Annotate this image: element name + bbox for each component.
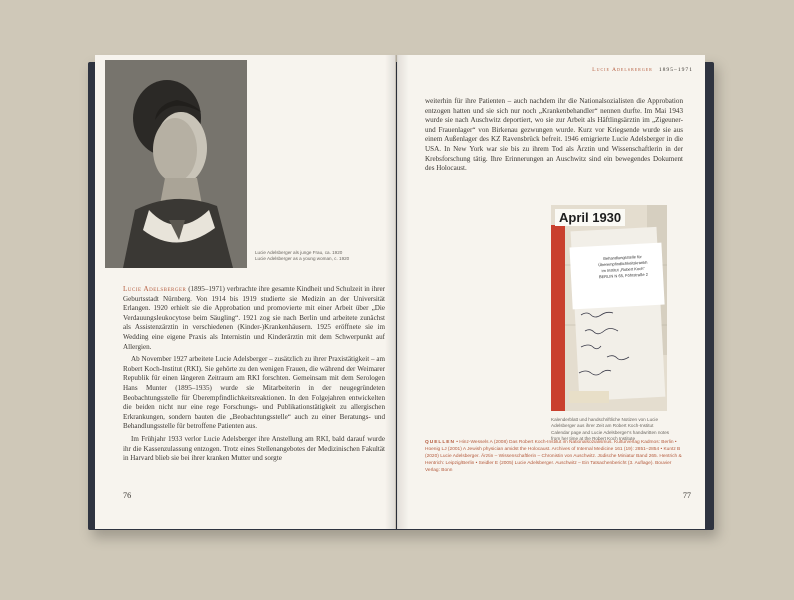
person-name: Lucie Adelsberger bbox=[123, 285, 187, 293]
document-caption-en: Calendar page and Lucie Adelsberger’s handwritten notes from her time at the Robert Koch Institute bbox=[551, 429, 670, 442]
paragraph-1-text: (1895–1971) verbrachte ihre gesamte Kindheit und Schulzeit in ihrer Geburtsstadt Nürnberg. Von 1914 bis 1919 studierte sie Medizin an der Universität Erlangen. 1920 erhielt sie die Approbation und promovierte mit einer Arbeit über „Die Verdauungsleukocytose beim Säugling“. 1921 zog sie nach Berlin und arbeitete zunächst als Assistenzärztin in verschiedenen (Kinder-)Krankenhäusern. 1925 eröffnete sie im Wedding eine eigene Praxis als Internistin und Kinderärztin mit dem Schwerpunkt auf Allergien. bbox=[123, 285, 385, 351]
card-line-2: Überempfindlichkeitskrankh bbox=[598, 259, 648, 268]
photo-caption-de: Lucie Adelsberger als junge Frau, ca. 1920 bbox=[255, 250, 343, 255]
running-header bbox=[592, 67, 693, 73]
portrait-photo bbox=[105, 60, 247, 268]
right-page-number: 77 bbox=[682, 491, 691, 500]
left-page bbox=[95, 55, 396, 529]
right-body-text: weiterhin für ihre Patienten – auch nachdem ihr die Nationalsozialisten die Approbation entzogen hatten und sie sich nur noch „Krankenbehandler“ nennen durfte. Im Mai 1943 wurde sie nach Auschwitz deportiert, wo sie zur Arbeit als Häftlingsärztin im „Zigeuner- und Frauenlager“ von Birkenau gezwungen wurde. Kurz vor Kriegsende wurde sie aus einem Außenlager des KZ Ravensbrück befreit. 1946 emigrierte Lucie Adelsberger in die USA. In New York war sie bis zu ihrem Tod als Ärztin und Wissenschaftlerin in der Krebsforschung tätig. Ihre Erinnerungen an Auschwitz sind ein bewegendes Dokument des Holocaust. bbox=[425, 97, 683, 173]
photo-caption bbox=[255, 250, 349, 263]
card-line-3: im Institut „Robert Koch“ bbox=[601, 265, 645, 274]
sources-text: • Hinz-Wessels A (2008) Das Robert Koch-Institut im Nationalsozialismus. Kulturverlag Kadmos: Berlin • Hoenig LJ (2001) A Jewish physician amidst the Holocaust. Archives of Internal Medicine 161 (19): 2851–2854 • Kuntz B (2020) Lucie Adelsberger. Ärztin – Wissenschaftlerin – Chronistin von Auschwitz. Jüdische Miniatur Band 265. Hentrich & Hentrich: Leipzig/Berlin • Seidler E (2005) Lucie Adelsberger. Auschwitz – Ein Tatsachenbericht (3. Auflage). Bouvier Verlag: Bonn bbox=[425, 440, 682, 473]
sources-block bbox=[425, 439, 687, 474]
right-page bbox=[397, 55, 705, 529]
paragraph-1 bbox=[123, 285, 385, 352]
header-name: Lucie Adelsberger bbox=[592, 67, 653, 73]
card-line-1: Behandlungsstelle für bbox=[603, 254, 642, 262]
paragraph-2: Ab November 1927 arbeitete Lucie Adelsberger – zusätzlich zu ihrer Praxistätigkeit – am Robert Koch-Institut (RKI). Sie gehörte zu den wenigen Frauen, die während der Weimarer Republik für einen längeren Zeitraum am RKI forschten. Gemeinsam mit dem Serologen Hans Munter (1895–1935) wurde sie Mitarbeiterin in der neugegründeten Beobachtungsstelle für Überempfindlichkeitsreaktionen. In den Folgejahren entwickelten die beiden nicht nur eine rege Forschungs- und Publikationstätigkeit zu allergischen Erkrankungen, sondern bauten die „Beobachtungsstelle“ auch zu einer Beratungs- und Behandlungsstelle für betroffene Patienten aus. bbox=[123, 355, 385, 431]
left-body-text bbox=[123, 285, 385, 467]
paragraph-3: Im Frühjahr 1933 verlor Lucie Adelsberger ihre Anstellung am RKI, bald darauf wurde ihr die Kassenzulassung entzogen. Trotz eines Stellenangebotes der Medizinischen Fakultät in Harvard blieb sie bei ihrer kranken Mutter und sorgte bbox=[123, 434, 385, 463]
card-line-4: BERLIN N 65, Föhrstraße 2 bbox=[598, 271, 649, 280]
calendar-month-label: April 1930 bbox=[555, 209, 625, 226]
document-card-text bbox=[588, 253, 657, 281]
left-page-number: 76 bbox=[123, 491, 132, 500]
header-years: 1895–1971 bbox=[658, 67, 693, 73]
archival-document-photo bbox=[551, 205, 667, 411]
photo-caption-en: Lucie Adelsberger as a young woman, c. 1920 bbox=[255, 256, 350, 262]
document-caption-de: Kalenderblatt und handschriftliche Notizen von Lucie Adelsberger aus ihrer Zeit am Robert Koch-Institut bbox=[551, 417, 658, 429]
sources-label: QUELLEN bbox=[425, 440, 455, 445]
